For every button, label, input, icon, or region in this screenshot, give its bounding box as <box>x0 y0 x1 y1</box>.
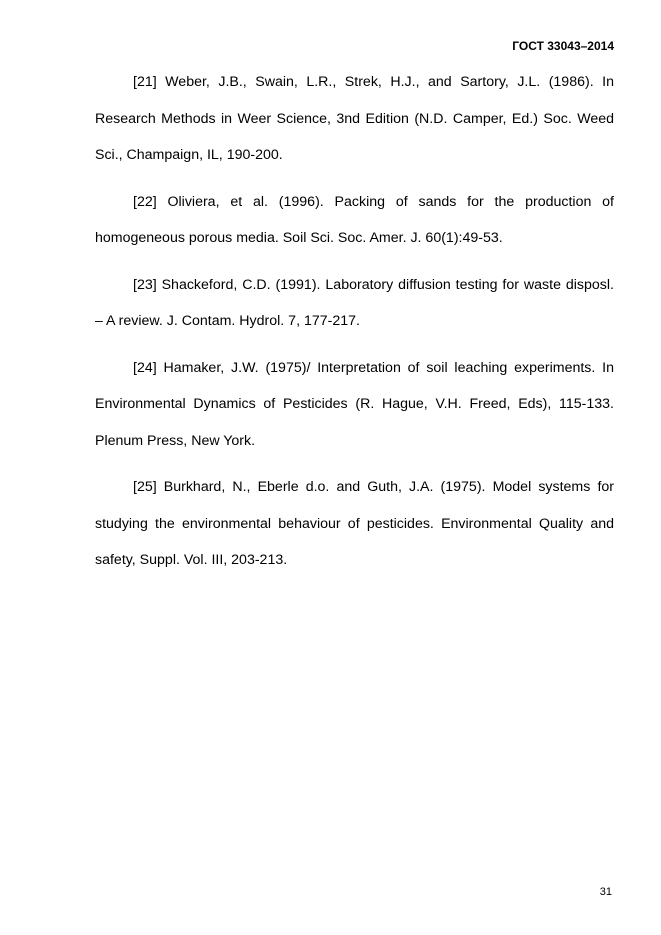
reference-entry-25: [25] Burkhard, N., Eberle d.o. and Guth, J.A. (1975). Model systems for studying the environmental behaviour of pesticides. Environmental Quality and safety, Suppl. Vol. III, 203-213. <box>95 479 614 568</box>
reference-list <box>95 64 614 589</box>
reference-entry-23: [23] Shackeford, C.D. (1991). Laboratory diffusion testing for waste disposl. – A review. J. Contam. Hydrol. 7, 177-217. <box>95 276 614 329</box>
page-number: 31 <box>599 886 612 898</box>
reference-entry-21: [21] Weber, J.B., Swain, L.R., Strek, H.J., and Sartory, J.L. (1986). In Research Methods in Weer Science, 3nd Edition (N.D. Camper, Ed.) Soc. Weed Sci., Champaign, IL, 190-200. <box>95 74 614 163</box>
document-header: ГОСТ 33043–2014 <box>512 39 614 53</box>
reference-entry-24: [24] Hamaker, J.W. (1975)/ Interpretation of soil leaching experiments. In Environmental Dynamics of Pesticides (R. Hague, V.H. Freed, Eds), 115-133. Plenum Press, New York. <box>95 359 614 449</box>
reference-entry-22: [22] Oliviera, et al. (1996). Packing of sands for the production of homogeneous porous media. Soil Sci. Soc. Amer. J. 60(1):49-53. <box>95 193 614 246</box>
